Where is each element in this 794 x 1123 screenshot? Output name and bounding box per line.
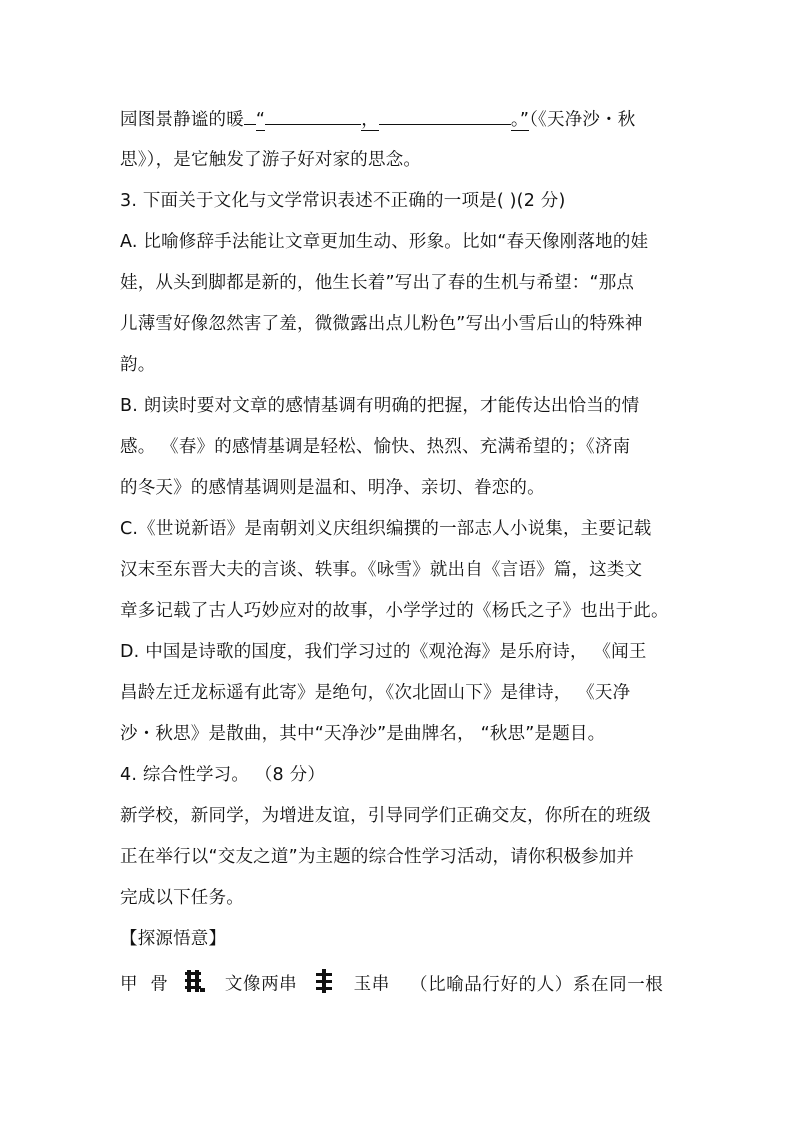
oracle-bone-peng-glyph-icon xyxy=(185,968,207,1001)
q3-option-a-line4: 韵。 xyxy=(120,355,156,375)
oracle-text-part1: 甲 骨 xyxy=(120,974,169,995)
q2-line1-suffix: （《天净沙・秋 xyxy=(529,110,636,130)
oracle-bone-jade-string-glyph-icon xyxy=(315,968,333,1001)
q3-option-a-line3: 儿薄雪好像忽然害了羞，微微露出点儿粉色”写出小雪后山的特殊神 xyxy=(120,314,643,334)
q3-stem: 3. 下面关于文化与文学常识表述不正确的一项是( )(2 分) xyxy=(120,191,566,211)
q2-quote-open: “ xyxy=(255,110,266,130)
q3-option-d-line1: D. 中国是诗歌的国度，我们学习过的《观沧海》是乐府诗， 《闻王 xyxy=(120,642,647,662)
answer-blank-1[interactable] xyxy=(265,106,361,125)
q4-oracle-line xyxy=(120,968,690,1001)
oracle-text-part4: （比喻品行好的人）系在同一根 xyxy=(410,974,664,995)
q2-fill-line xyxy=(120,106,690,132)
blank-underline-start xyxy=(244,106,256,125)
q3-option-c-line1: C.《世说新语》是南朝刘义庆组织编撰的一部志人小说集，主要记载 xyxy=(120,519,652,539)
q3-option-b-line1: B. 朗读时要对文章的感情基调有明确的把握，才能传达出恰当的情 xyxy=(120,396,640,416)
oracle-text-part3: 玉串 xyxy=(353,974,390,995)
q3-option-a-line2: 娃，从头到脚都是新的，他生长着”写出了春的生机与希望：“那点 xyxy=(120,273,635,293)
q3-option-b-line3: 的冬天》的感情基调则是温和、明净、亲切、眷恋的。 xyxy=(120,478,545,498)
q3-option-c-line2: 汉末至东晋大夫的言谈、轶事。《咏雪》就出自《言语》篇，这类文 xyxy=(120,560,643,580)
q2-period-quote: 。” xyxy=(510,110,530,130)
q2-line2: 思》），是它触发了游子好对家的思念。 xyxy=(120,150,422,170)
q3-option-c-line3: 章多记载了古人巧妙应对的故事，小学学过的《杨氏之子》也出于此。 xyxy=(120,601,669,621)
q3-option-a-line1: A. 比喻修辞手法能让文章更加生动、形象。比如“春天像刚落地的娃 xyxy=(120,232,649,252)
q4-intro-line2: 正在举行以“交友之道”为主题的综合性学习活动，请你积极参加并 xyxy=(120,847,635,867)
q3-option-d-line2: 昌龄左迁龙标遥有此寄》是绝句，《次北固山下》是律诗， 《天净 xyxy=(120,683,631,703)
q4-intro-line3: 完成以下任务。 xyxy=(120,888,244,908)
q2-comma: ， xyxy=(361,110,379,130)
q4-stem: 4. 综合性学习。 （8 分） xyxy=(120,765,326,785)
q3-option-d-line3: 沙・秋思》是散曲，其中“天净沙”是曲牌名， “秋思”是题目。 xyxy=(120,724,606,744)
q4-section-title: 【探源悟意】 xyxy=(120,929,227,949)
answer-blank-2[interactable] xyxy=(379,106,511,125)
q2-line1-prefix: 园图景静谧的暖 xyxy=(120,110,244,130)
q3-option-b-line2: 感。 《春》的感情基调是轻松、愉快、热烈、充满希望的；《济南 xyxy=(120,437,631,457)
oracle-text-part2: 文像两串 xyxy=(224,974,298,995)
q4-intro-line1: 新学校，新同学，为增进友谊，引导同学们正确交友，你所在的班级 xyxy=(120,806,651,826)
